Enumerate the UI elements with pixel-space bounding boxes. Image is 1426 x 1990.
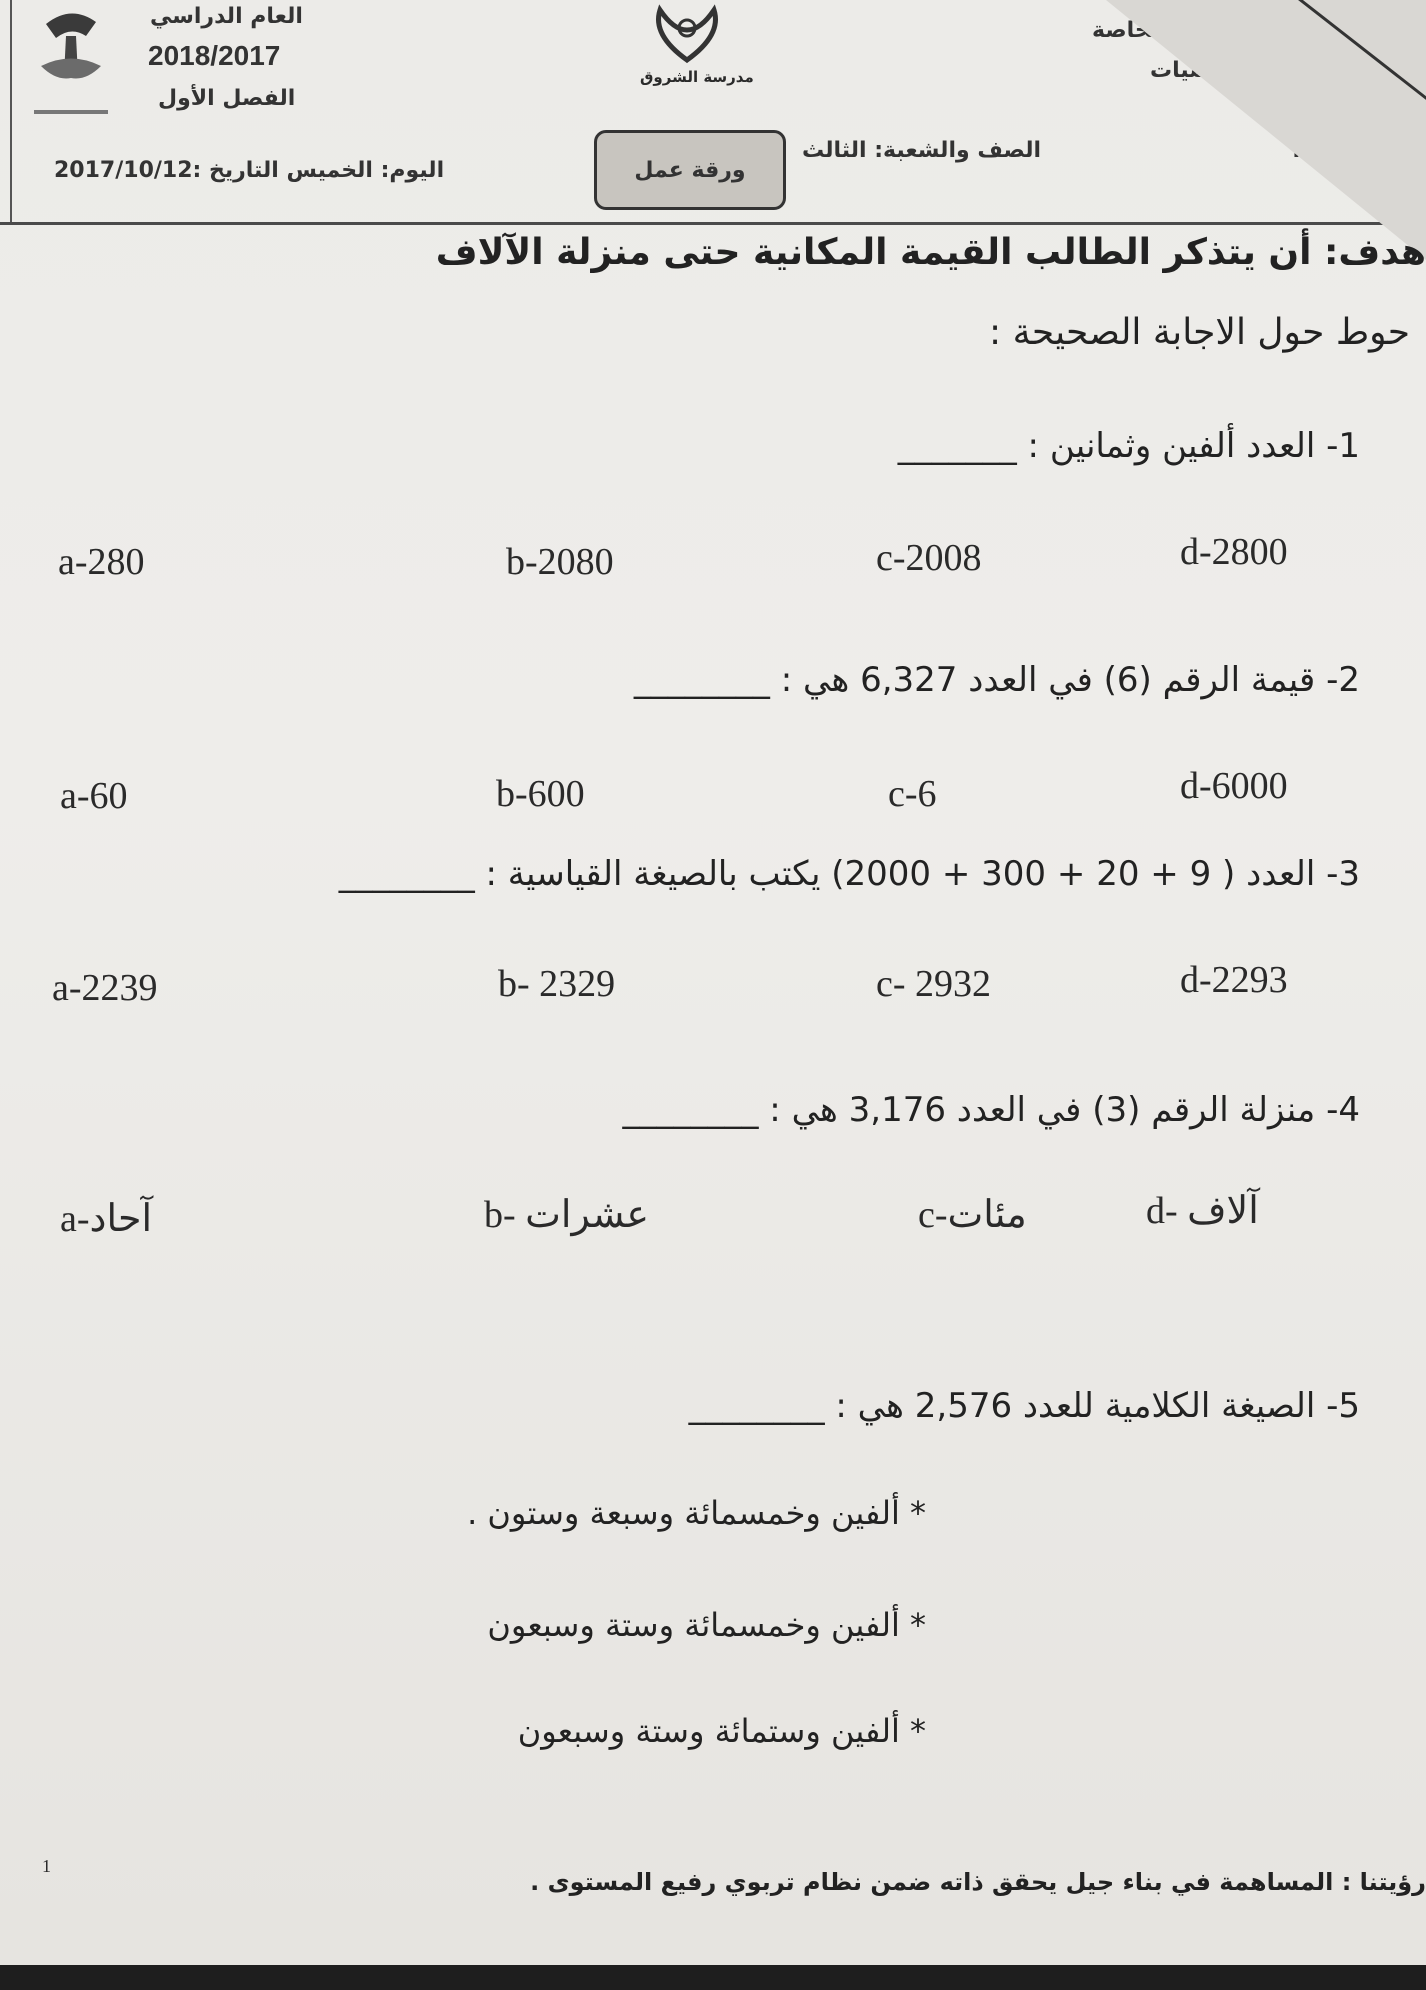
- q5-choice-3: * ألفين وستمائة وستة وسبعون: [517, 1712, 926, 1750]
- q4-option-b: b- عشرات: [484, 1194, 650, 1236]
- q4-option-d: d- آلاف: [1146, 1190, 1259, 1232]
- q1-option-b: b-2080: [506, 541, 614, 583]
- objective: هدف: أن يتذكر الطالب القيمة المكانية حتى منزلة الآلاف: [435, 232, 1426, 273]
- folded-corner: [1106, 0, 1426, 260]
- q5-choice-2: * ألفين وخمسمائة وستة وسبعون: [487, 1606, 926, 1644]
- question-5: 5- الصيغة الكلامية للعدد 2,576 هي : ________: [688, 1386, 1360, 1426]
- q1-option-d: d-2800: [1180, 531, 1288, 573]
- grade-line: الصف والشعبة: الثالث: [802, 138, 1041, 163]
- school-name: مدرسة الشروق: [640, 68, 754, 86]
- q3-option-b: b- 2329: [498, 963, 616, 1005]
- school-logo-icon: [612, 0, 762, 115]
- q2-option-d: d-6000: [1180, 765, 1288, 807]
- q3-option-c: c- 2932: [876, 963, 992, 1005]
- q4-option-a: a-آحاد: [60, 1198, 153, 1240]
- date-line: اليوم: الخميس التاريخ :2017/10/12: [54, 158, 445, 183]
- q3-option-d: d-2293: [1180, 959, 1288, 1001]
- page-number: 1: [42, 1856, 51, 1876]
- header-border: [10, 0, 12, 222]
- header-right-line1: ل الخاصة: [1092, 18, 1194, 43]
- q4-option-c: c-مئات: [918, 1194, 1027, 1236]
- q2-option-c: c-6: [888, 773, 937, 815]
- question-1: 1- العدد ألفين وثمانين : _______: [897, 426, 1360, 466]
- question-4: 4- منزلة الرقم (3) في العدد 3,176 هي : ________: [622, 1090, 1360, 1130]
- vision-statement: رؤيتنا : المساهمة في بناء جيل يحقق ذاته ضمن نظام تربوي رفيع المستوى .: [530, 1868, 1426, 1896]
- q2-option-a: a-60: [60, 775, 128, 817]
- academic-year: 2018/2017: [148, 40, 281, 71]
- q1-option-a: a-280: [58, 541, 145, 583]
- q2-option-b: b-600: [496, 773, 585, 815]
- q3-option-a: a-2239: [52, 967, 158, 1009]
- question-3: 3- العدد ( 9 + 20 + 300 + 2000) يكتب بالصيغة القياسية : ________: [338, 854, 1360, 894]
- q5-choice-1: * ألفين وخمسمائة وسبعة وستون .: [467, 1494, 926, 1532]
- academic-year-label: العام الدراسي: [150, 4, 303, 29]
- worksheet-badge: ورقة عمل: [594, 130, 786, 210]
- q1-option-c: c-2008: [876, 537, 982, 579]
- ministry-logo-icon: [26, 6, 116, 126]
- instruction: حوط حول الاجابة الصحيحة :: [989, 312, 1410, 353]
- semester: الفصل الأول: [158, 86, 296, 111]
- bottom-band: [0, 1965, 1426, 1990]
- question-2: 2- قيمة الرقم (6) في العدد 6,327 هي : ________: [633, 660, 1360, 700]
- header-right-line3: :: [1292, 138, 1301, 163]
- header-right-line2: رياضيات: [1150, 58, 1240, 83]
